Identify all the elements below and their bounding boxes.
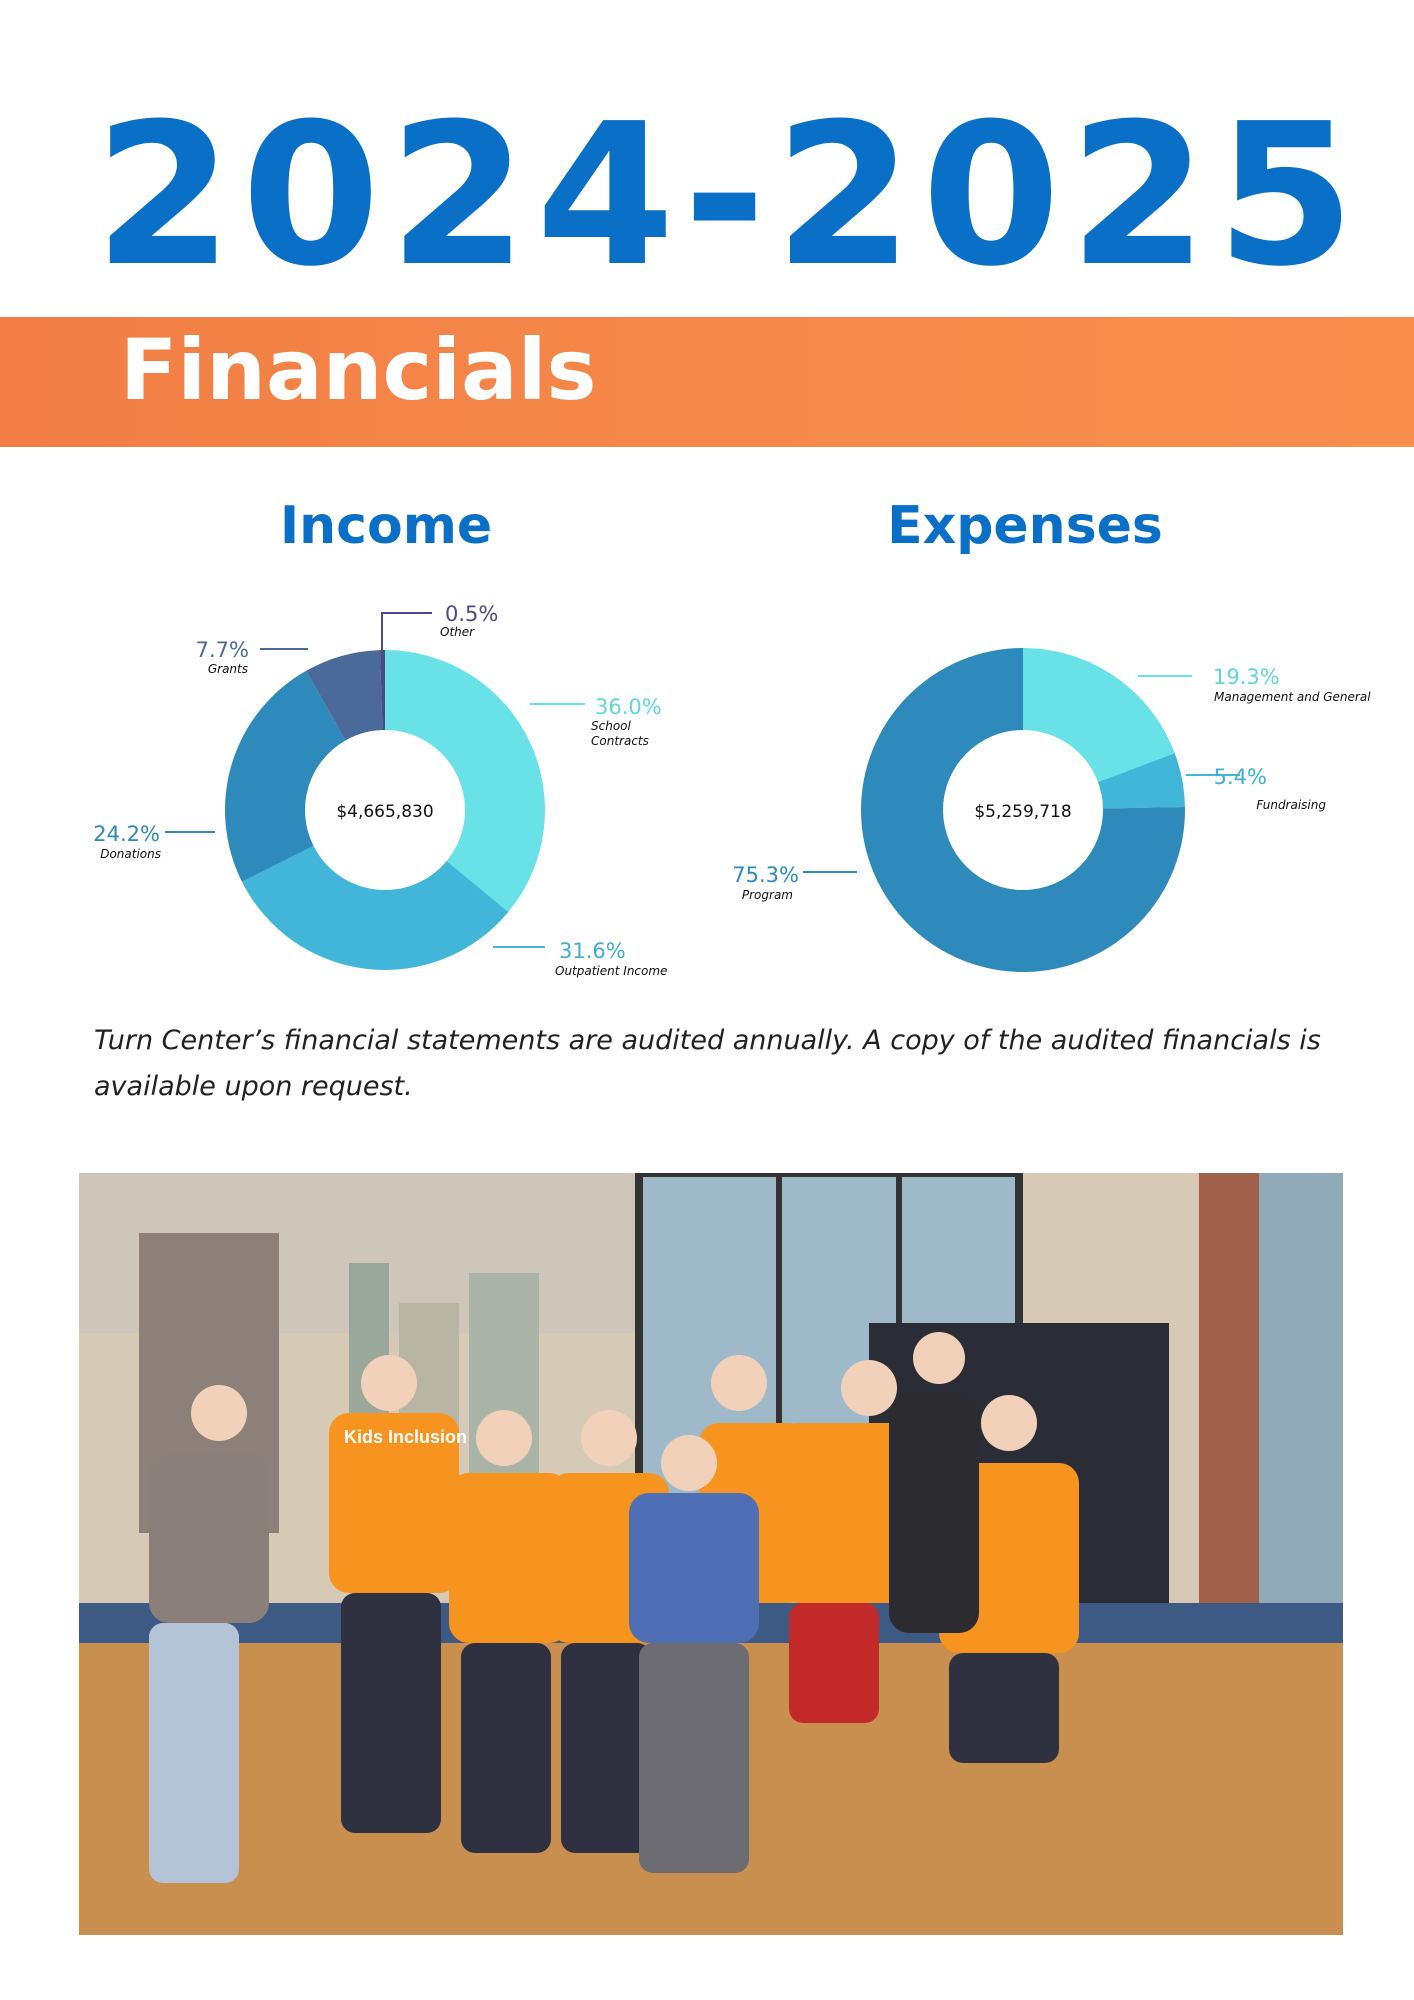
year-heading: 2024-2025	[94, 82, 1364, 310]
section-title: Financials	[120, 321, 597, 419]
expenses-label-program: Program	[741, 888, 793, 902]
income-chart-title: Income	[279, 496, 493, 556]
shirt-logo-text: Kids Inclusion	[344, 1427, 468, 1447]
expenses-percent-management-and-general: 19.3%	[1213, 665, 1280, 689]
expenses-label-fundraising: Fundraising	[1256, 798, 1326, 812]
income-leader-other	[382, 613, 432, 651]
expenses-percent-fundraising: 5.4%	[1213, 765, 1267, 789]
income-label-grants: Grants	[207, 662, 248, 676]
income-slice-school-contracts	[385, 650, 545, 912]
income-label-other: Other	[440, 625, 475, 639]
income-percent-school-contracts: 36.0%	[595, 695, 662, 719]
income-label-school-contracts: School	[591, 719, 631, 733]
income-percent-grants: 7.7%	[195, 638, 249, 662]
expenses-center-total: $5,259,718	[974, 802, 1072, 822]
expenses-percent-program: 75.3%	[732, 863, 799, 887]
expenses-chart-title: Expenses	[887, 496, 1163, 556]
income-label-donations: Donations	[100, 847, 161, 861]
income-percent-other: 0.5%	[445, 602, 499, 626]
expenses-label-management-and-general: Management and General	[1214, 690, 1371, 704]
income-percent-donations: 24.2%	[93, 822, 160, 846]
income-percent-outpatient-income: 31.6%	[559, 939, 626, 963]
audit-note: Turn Center’s financial statements are audited annually. A copy of the audited financials is available upon request.	[94, 1025, 1321, 1102]
income-label-school-contracts: Contracts	[591, 734, 649, 748]
income-label-outpatient-income: Outpatient Income	[555, 964, 668, 978]
group-photo	[79, 1173, 1343, 1935]
income-center-total: $4,665,830	[336, 802, 434, 822]
